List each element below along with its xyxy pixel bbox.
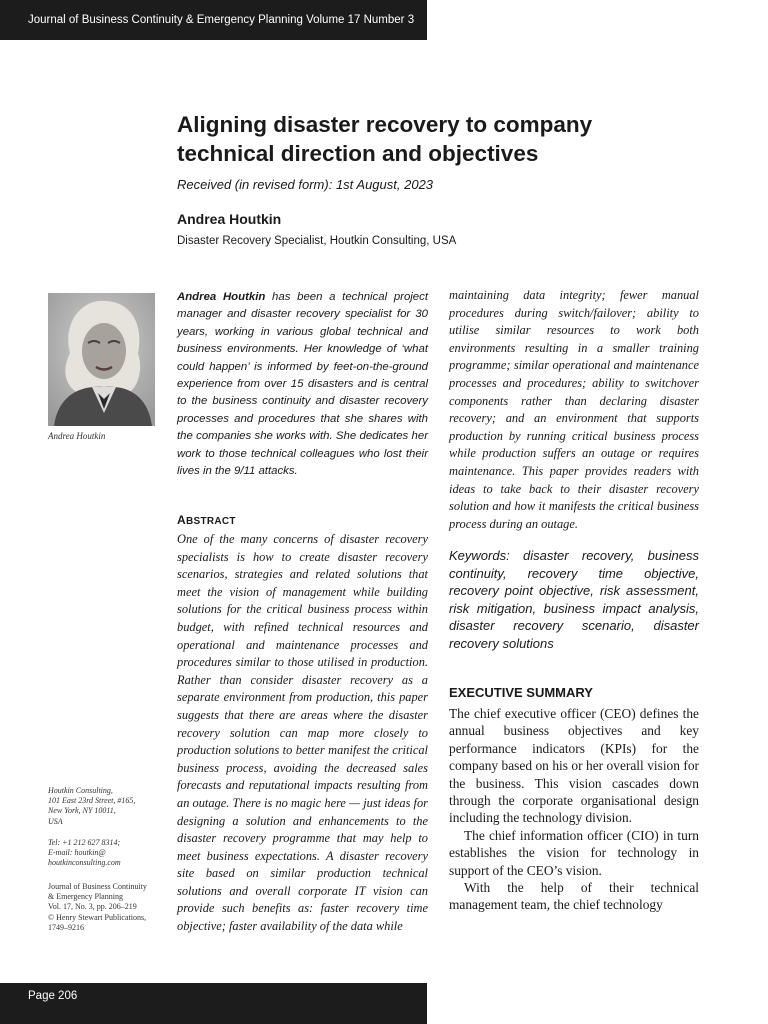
citation-line: & Emergency Planning — [48, 892, 123, 902]
author-name: Andrea Houtkin — [177, 211, 282, 227]
citation-line: © Henry Stewart Publications, — [48, 912, 147, 922]
author-portrait-icon — [48, 293, 155, 426]
page-footer-bar — [0, 983, 427, 1024]
contact-line: houtkinconsulting.com — [48, 858, 121, 868]
page-number: Page 206 — [28, 990, 78, 1002]
bio-text: has been a technical project manager and disaster recovery specialist for 30 years, working in various global technical and business environments. Her knowledge of ‘what could happen’ is informed by feet-on-the-ground experience from over 15 disasters and is central to the business continuity and disaster recovery processes and procedures that she shares with the companies she works with. She dedicates her work to those technical colleagues who lost their lives in the 9/11 attacks. — [177, 291, 429, 478]
author-affiliation: Disaster Recovery Specialist, Houtkin Consulting, USA — [177, 235, 457, 247]
citation-line: Vol. 17, No. 3, pp. 206–219 — [48, 902, 137, 912]
executive-summary-paragraph: The chief executive officer (CEO) defines the annual business objectives and key performance indicators (KPIs) for the company based on his or her overall vision for the business. This vision cascades down through the corporate organisational design including the technology division. — [449, 706, 699, 826]
keywords: Keywords: disaster recovery, business continuity, recovery time objective, recovery point objective, risk assessment, risk mitigation, business impact analysis, disaster recovery scenario, disaster recovery solutions — [449, 548, 699, 651]
journal-header-text: Journal of Business Continuity & Emergency Planning Volume 17 Number 3 — [28, 14, 415, 26]
contact-line: E-mail: houtkin@ — [48, 848, 106, 858]
author-contact — [48, 838, 121, 869]
executive-summary-heading: EXECUTIVE SUMMARY — [449, 685, 593, 700]
address-line: New York, NY 10011, — [48, 806, 116, 816]
abstract-heading-rest: BSTRACT — [185, 516, 236, 527]
abstract-text-part1: One of the many concerns of disaster recovery specialists is how to create disaster recovery scenarios, strategies and related solutions that meet the vision of management while building solutions for the critical business process within budget, with refined technical resources and operational and maintenance processes and procedures similar to those utilised in production. Rather than consider disaster recovery as a separate environment from production, this paper suggests that there are areas where the disaster recovery solution can map more closely to production solutions to better manifest the critical business process, avoiding the decreased sales forecasts and reputational impacts resulting from an outage. There is no magic here — just ideas for designing a solution and enhancements to the disaster recovery programme that may help to meet business expectations. A disaster recovery site based on similar production technical solutions and overall corporate IT vision can provide such benefits as: faster recovery time objective; faster availability of the data while — [177, 532, 428, 934]
author-photo — [48, 293, 155, 426]
abstract-heading — [177, 513, 236, 527]
citation-line: Journal of Business Continuity — [48, 882, 147, 891]
address-line: 101 East 23rd Street, #165, — [48, 796, 136, 806]
author-address — [48, 786, 135, 827]
bio-name: Andrea Houtkin — [177, 291, 266, 303]
received-date: Received (in revised form): 1st August, 2023 — [177, 177, 434, 192]
executive-summary-paragraph: With the help of their technical management team, the chief technology — [449, 880, 699, 913]
journal-header-bar — [0, 0, 427, 40]
journal-citation — [48, 882, 147, 933]
address-line: Houtkin Consulting, — [48, 786, 113, 795]
contact-line: Tel: +1 212 627 8314; — [48, 838, 121, 847]
author-bio — [177, 289, 428, 480]
abstract-text-part2: maintaining data integrity; fewer manual procedures during switch/failover; ability to utilise similar resources to work both environments resulting in a smaller training programme; similar operational and maintenance processes and procedures; ability to switchover components rather than declaring disaster recovery; and an environment that supports production by running critical business process while production suffers an outage or requires maintenance. This paper provides readers with ideas to take back to their disaster recovery solution and how it manifests the critical business process during an outage. — [449, 288, 699, 531]
photo-caption: Andrea Houtkin — [48, 431, 106, 441]
article-title: Aligning disaster recovery to company technical direction and objectives — [177, 112, 593, 166]
abstract-heading-initial: A — [177, 513, 186, 527]
executive-summary-paragraph: The chief information officer (CIO) in turn establishes the vision for technology in support of the CEO’s vision. — [449, 827, 699, 878]
citation-line: 1749–9216 — [48, 922, 84, 932]
executive-summary-body — [449, 705, 699, 914]
address-line: USA — [48, 816, 63, 826]
